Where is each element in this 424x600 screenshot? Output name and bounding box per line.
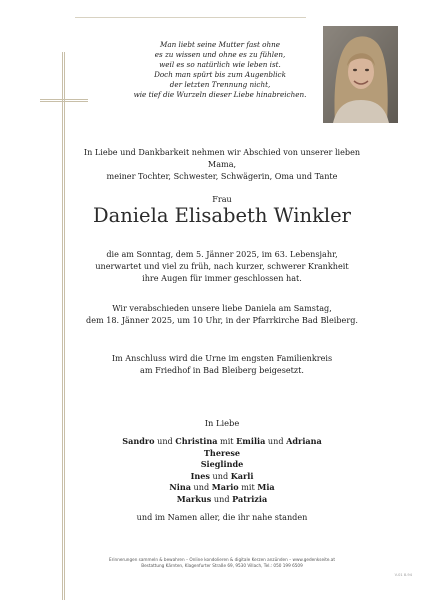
poem xyxy=(130,40,310,101)
family-member: Sandro xyxy=(122,436,155,446)
cross-vertical-bar xyxy=(62,52,65,600)
family-line xyxy=(72,448,372,460)
ceremony-line: dem 18. Jänner 2025, um 10 Uhr, in der Pfarrkirche Bad Bleiberg. xyxy=(86,314,358,325)
family-member: Emilia xyxy=(236,436,266,446)
footer-line: Erinnerungen sammeln & bewahren – Online kondolieren & digitale Kerzen anzünden – www.gedenkseite.at xyxy=(109,557,335,562)
connector: und xyxy=(154,436,176,446)
family-line xyxy=(72,471,372,483)
family-member: Sieglinde xyxy=(200,459,244,470)
portrait-photo xyxy=(323,26,398,123)
closing-line: und im Namen aller, die ihr nahe standen xyxy=(136,512,308,522)
ceremony-notice xyxy=(72,303,372,327)
portrait-image xyxy=(323,26,398,123)
deceased-name: Daniela Elisabeth Winkler xyxy=(92,204,352,227)
footer-line: Bestattung Kärnten, Klagenfurter Straße 69, 9530 Villach, Tel.: 050 199 6509 xyxy=(141,563,303,568)
intro-line: In Liebe und Dankbarkeit nehmen wir Abschied von unserer lieben Mama, xyxy=(83,147,361,169)
intro-text xyxy=(72,146,372,182)
death-notice-line: unerwartet und viel zu früh, nach kurzer, schwerer Krankheit xyxy=(95,260,349,271)
family-member: Therese xyxy=(203,447,241,458)
death-notice-line: die am Sonntag, dem 5. Jänner 2025, im 63. Lebensjahr, xyxy=(106,249,338,259)
family-member: Mia xyxy=(257,482,275,493)
family-member: Patrizia xyxy=(232,493,268,504)
connector: mit xyxy=(238,482,258,493)
poem-line: es zu wissen und ohne es zu fühlen, xyxy=(154,50,286,60)
title-prefix: Frau xyxy=(212,194,232,204)
top-divider xyxy=(75,17,306,18)
family-line xyxy=(72,494,372,506)
family-member: Nina xyxy=(169,482,191,493)
intro-line: meiner Tochter, Schwester, Schwägerin, Oma und Tante xyxy=(106,171,338,181)
poem-line: Doch man spürt bis zum Augenblick xyxy=(154,70,286,80)
poem-line: weil es so natürlich wie leben ist. xyxy=(159,60,281,70)
ceremony-line: Wir verabschieden unsere liebe Daniela am Samstag, xyxy=(112,303,332,313)
family-member: Markus xyxy=(176,493,212,504)
death-notice-line: ihre Augen für immer geschlossen hat. xyxy=(142,272,302,283)
family-list xyxy=(72,436,372,506)
in-liebe-heading: In Liebe xyxy=(204,418,240,428)
poem-line: Man liebt seine Mutter fast ohne xyxy=(160,40,280,49)
poem-line: der letzten Trennung nicht, xyxy=(169,80,271,90)
cross-horizontal-bar xyxy=(40,99,88,102)
death-notice xyxy=(72,249,372,284)
family-member: Karli xyxy=(230,470,254,481)
connector: und xyxy=(209,470,231,481)
print-code: V-01 8-94 xyxy=(394,573,412,577)
family-line xyxy=(72,482,372,494)
urn-line: am Friedhof in Bad Bleiberg beigesetzt. xyxy=(140,364,304,375)
family-member: Christina xyxy=(175,436,218,446)
connector: mit xyxy=(217,436,237,446)
poem-line: wie tief die Wurzeln dieser Liebe hinabreichen. xyxy=(133,90,307,100)
urn-notice xyxy=(72,353,372,377)
family-member: Adriana xyxy=(286,436,322,446)
footer xyxy=(72,557,372,569)
urn-line: Im Anschluss wird die Urne im engsten Familienkreis xyxy=(111,353,333,363)
connector: und xyxy=(265,436,287,446)
family-member: Ines xyxy=(190,470,210,481)
family-member: Mario xyxy=(211,482,239,493)
connector: und xyxy=(211,493,233,504)
family-line xyxy=(72,436,372,448)
family-line xyxy=(72,459,372,471)
connector: und xyxy=(190,482,212,493)
